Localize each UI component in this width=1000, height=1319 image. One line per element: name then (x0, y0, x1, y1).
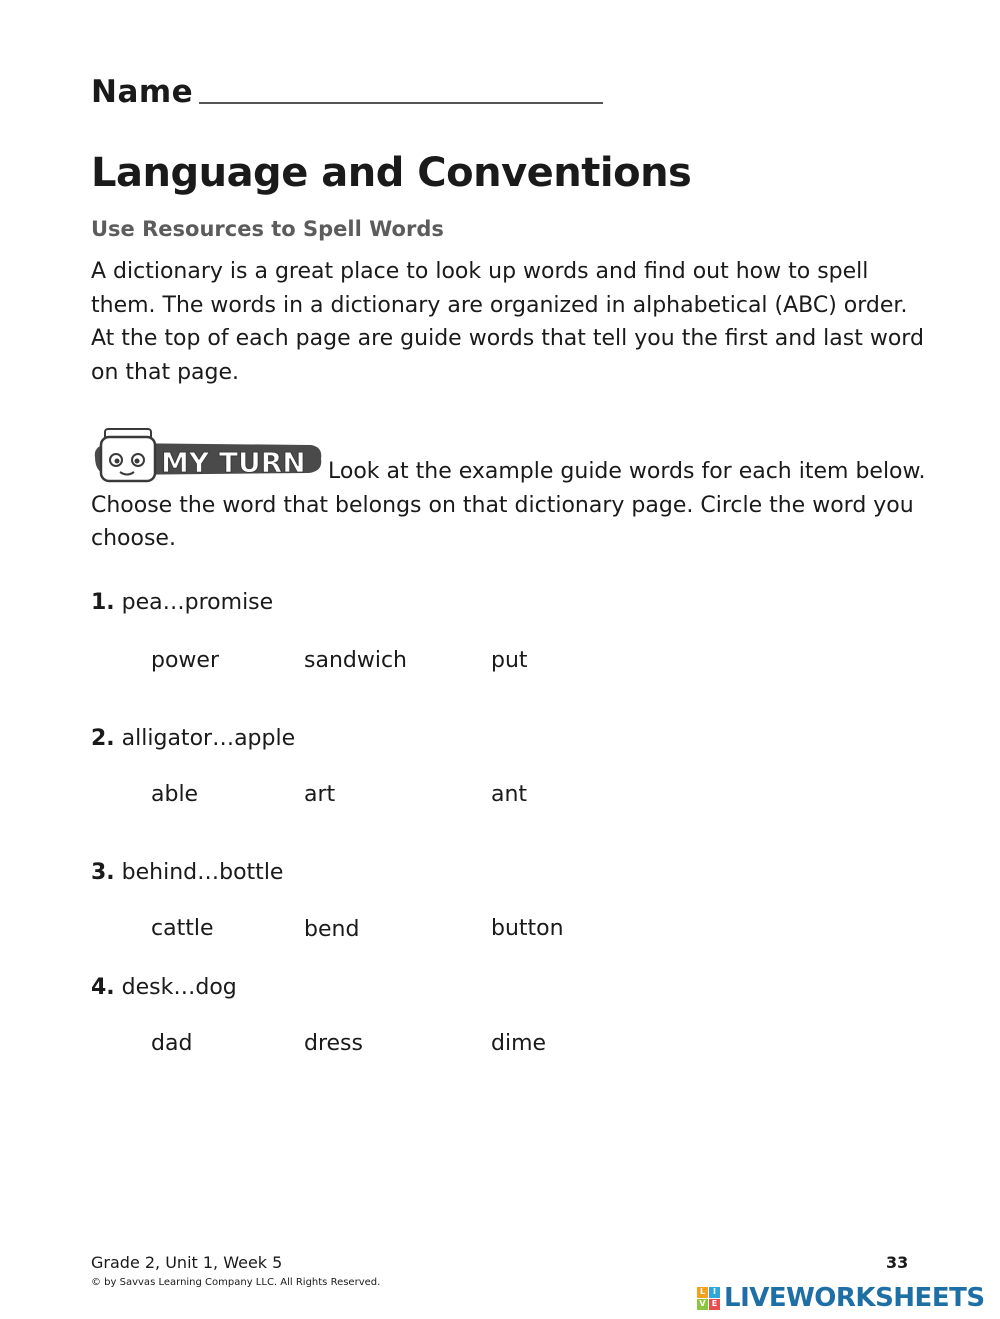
name-write-line[interactable] (199, 102, 603, 104)
name-row (91, 74, 603, 110)
question-number: 2. (91, 726, 115, 751)
logo-box: E (709, 1299, 720, 1310)
question-3 (91, 860, 283, 885)
name-label: Name (91, 74, 194, 110)
choice-art[interactable]: art (304, 782, 336, 807)
page-title: Language and Conventions (91, 150, 692, 196)
page-number: 33 (886, 1253, 909, 1272)
question-number: 1. (91, 590, 115, 615)
guide-words: pea…promise (121, 590, 274, 615)
my-turn-instruction: Look at the example guide words for each item below. Choose the word that belongs on that dictionary page. Circle the word you choose. (91, 459, 926, 551)
guide-words: desk…dog (121, 975, 237, 1000)
my-turn-label: MY TURN (161, 446, 306, 479)
footer-copyright: © by Savvas Learning Company LLC. All Rights Reserved. (91, 1277, 381, 1288)
question-1 (91, 590, 273, 615)
choice-put[interactable]: put (491, 648, 528, 673)
choice-ant[interactable]: ant (491, 782, 528, 807)
choice-dad[interactable]: dad (151, 1031, 193, 1056)
question-4 (91, 975, 237, 1000)
question-number: 4. (91, 975, 115, 1000)
choice-sandwich[interactable]: sandwich (304, 648, 407, 673)
choice-power[interactable]: power (151, 648, 219, 673)
section-subtitle: Use Resources to Spell Words (91, 217, 444, 241)
logo-box: L (697, 1287, 708, 1298)
guide-words: behind…bottle (121, 860, 284, 885)
question-2 (91, 726, 295, 751)
liveworksheets-text: LIVEWORKSHEETS (724, 1283, 985, 1313)
guide-words: alligator…apple (121, 726, 296, 751)
choice-button[interactable]: button (491, 916, 564, 941)
liveworksheets-logo (697, 1283, 985, 1313)
intro-paragraph: A dictionary is a great place to look up words and find out how to spell them. The words in a dictionary are organized in alphabetical (ABC) order. At the top of each page are guide words that tell you the first and last word on that page. (91, 259, 924, 385)
logo-box: I (709, 1287, 720, 1298)
footer-grade: Grade 2, Unit 1, Week 5 (91, 1253, 283, 1272)
logo-box: V (697, 1299, 708, 1310)
choice-able[interactable]: able (151, 782, 199, 807)
question-number: 3. (91, 860, 115, 885)
choice-dress[interactable]: dress (304, 1031, 363, 1056)
choice-dime[interactable]: dime (491, 1031, 547, 1056)
choice-cattle[interactable]: cattle (151, 916, 214, 941)
liveworksheets-icon (697, 1287, 720, 1310)
choice-bend[interactable]: bend (304, 917, 360, 942)
